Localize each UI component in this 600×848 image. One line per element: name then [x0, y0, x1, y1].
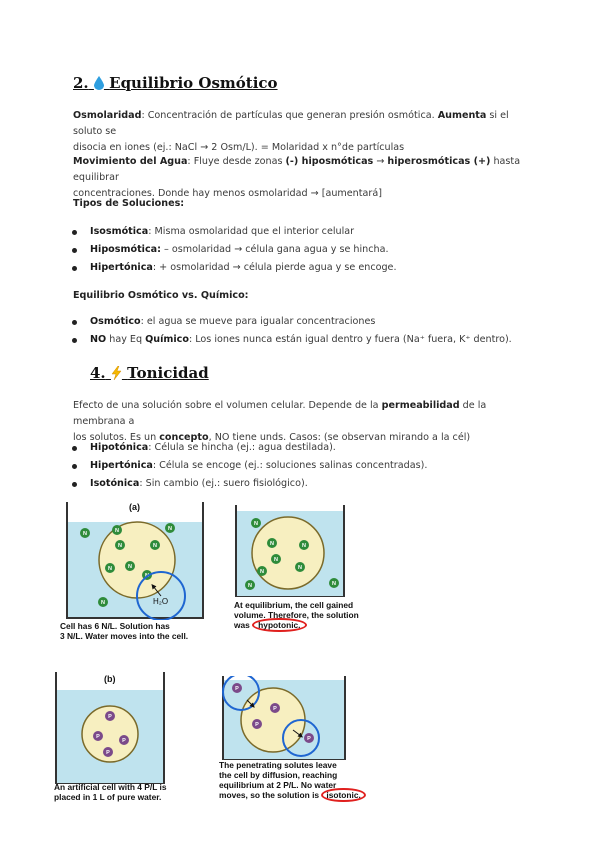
droplet-icon [94, 76, 104, 94]
item-text: : Sin cambio (ej.: suero fisiológico). [139, 478, 308, 489]
bullet [72, 446, 77, 451]
concepto-bold: concepto [159, 432, 209, 443]
movimiento-paragraph [73, 154, 533, 202]
item-term: Osmótico [90, 316, 141, 327]
hiperosmoticas-bold: hiperosmóticas (+) [387, 156, 491, 167]
solute-p [93, 731, 103, 741]
caption-line: At equilibrium, the cell gained [234, 600, 354, 610]
figure-penetrating-caption [219, 760, 366, 800]
item-text: : Los iones nunca están igual dentro y fuera (Na⁺ fuera, K⁺ dentro). [188, 334, 512, 345]
item-term: Isotónica [90, 478, 140, 489]
figure-a-label: (a) [129, 502, 140, 512]
figure-b-artificial-cell [50, 672, 170, 784]
hiposmoticas-bold: (-) hiposmóticas [285, 156, 374, 167]
hypotonic-highlight: hypotonic. [252, 618, 306, 632]
solute-n [98, 597, 108, 607]
tipos-heading: Tipos de Soluciones: [73, 198, 185, 209]
h2o-label: H₂O [153, 597, 169, 606]
solute-n [245, 580, 255, 590]
solute-n [80, 528, 90, 538]
cell-membrane [99, 522, 175, 598]
svg-text:N: N [101, 600, 105, 606]
svg-text:P: P [273, 706, 277, 712]
caption-pre: moves, so the solution is [219, 790, 322, 800]
solute-n [150, 540, 160, 550]
svg-text:P: P [255, 722, 259, 728]
caption-line: volume. Therefore, the solution [234, 610, 359, 620]
tipos-item-hipertonica [90, 262, 397, 273]
item-term: Isosmótica [90, 226, 149, 237]
bullet [72, 320, 77, 325]
permeabilidad-bold: permeabilidad [381, 400, 460, 411]
solute-n [165, 523, 175, 533]
svg-text:P: P [307, 736, 311, 742]
svg-text:N: N [83, 531, 87, 537]
bullet [72, 266, 77, 271]
movimiento-term: Movimiento del Agua [73, 156, 188, 167]
solute-n [251, 518, 261, 528]
solute-n [329, 578, 339, 588]
caption-line: the cell by diffusion, reaching [219, 770, 338, 780]
caption-line: 3 N/L. Water moves into the cell. [60, 631, 189, 641]
caption-line: placed in 1 L of pure water. [54, 792, 162, 802]
tonicidad-text-3: los solutos. Es un [73, 432, 160, 443]
tonicidad-text-4: , NO tiene unds. Casos: (se observan mirando a la cél) [208, 432, 471, 443]
solute-p [252, 719, 262, 729]
figure-b-label: (b) [104, 674, 116, 684]
isotonic-highlight: isotonic. [321, 788, 365, 802]
item-mid: hay Eq [106, 334, 146, 345]
figure-penetrating-solutes [215, 676, 355, 760]
tonicidad-item-hipotonica [90, 442, 336, 453]
svg-text:P: P [96, 734, 100, 740]
solute-p [119, 735, 129, 745]
tonicidad-item-isotonica [90, 478, 308, 489]
movimiento-line-2: concentraciones. Donde hay menos osmolaridad → [aumentará] [73, 188, 382, 199]
svg-text:N: N [118, 543, 122, 549]
figure-equilibrium-caption [234, 600, 359, 630]
svg-text:N: N [332, 581, 336, 587]
caption-line [219, 790, 366, 800]
tonicidad-text-2: de la membrana a [73, 400, 487, 427]
section-2-heading [73, 74, 278, 94]
equilibrio-item-quimico [90, 334, 512, 345]
item-text: : Célula se encoge (ej.: soluciones salinas concentradas). [152, 460, 428, 471]
item-text: : + osmolaridad → célula pierde agua y se encoge. [152, 262, 397, 273]
section-4-number: 4. [90, 364, 106, 382]
solute-p [105, 711, 115, 721]
solute-n [271, 554, 281, 564]
item-term: Hiposmótica: [90, 244, 161, 255]
svg-text:N: N [274, 557, 278, 563]
svg-text:N: N [298, 565, 302, 571]
svg-text:N: N [128, 564, 132, 570]
caption-pre: was [234, 620, 253, 630]
solute-p [103, 747, 113, 757]
osmolaridad-text: : Concentración de partículas que generan presión osmótica. [141, 110, 438, 121]
svg-text:N: N [302, 543, 306, 549]
caption-line [234, 620, 359, 630]
solute-n [267, 538, 277, 548]
solute-n [105, 563, 115, 573]
movimiento-text-2: hasta equilibrar [73, 156, 521, 183]
figure-a-caption [60, 621, 188, 641]
tipos-item-hiposmotica [90, 244, 389, 255]
tonicidad-item-hipertonica [90, 460, 427, 471]
svg-text:P: P [108, 714, 112, 720]
svg-text:N: N [168, 526, 172, 532]
section-4-title: Tonicidad [127, 364, 209, 382]
item-text: : Misma osmolaridad que el interior celular [148, 226, 355, 237]
bullet [72, 482, 77, 487]
item-term: Hipotónica [90, 442, 149, 453]
item-text: – osmolaridad → célula gana agua y se hincha. [160, 244, 389, 255]
osmolaridad-line-2: disocia en iones (ej.: NaCl → 2 Osm/L). = Molaridad x n°de partículas [73, 142, 405, 153]
equilibrio-heading: Equilibrio Osmótico vs. Químico: [73, 290, 249, 301]
caption-line: The penetrating solutes leave [219, 760, 337, 770]
section-2-title: Equilibrio Osmótico [109, 74, 278, 92]
figure-a-hypertonic-cell [55, 500, 215, 620]
solute-p [270, 703, 280, 713]
solute-n [125, 561, 135, 571]
svg-text:P: P [106, 750, 110, 756]
item-term: Hipertónica [90, 460, 153, 471]
tonicidad-text: Efecto de una solución sobre el volumen celular. Depende de la [73, 400, 382, 411]
item-term: Hipertónica [90, 262, 153, 273]
svg-text:N: N [145, 573, 149, 579]
solute-n [295, 562, 305, 572]
caption-line: equilibrium at 2 P/L. No water [219, 780, 337, 790]
lightning-icon [111, 366, 122, 384]
figure-b-caption [54, 782, 166, 802]
tonicidad-paragraph [73, 398, 533, 446]
osmolaridad-paragraph [73, 108, 533, 156]
svg-text:N: N [254, 521, 258, 527]
item-pre: NO [90, 334, 107, 345]
svg-text:P: P [122, 738, 126, 744]
svg-text:N: N [115, 528, 119, 534]
bullet [72, 464, 77, 469]
svg-text:P: P [235, 686, 239, 692]
bullet [72, 230, 77, 235]
osmolaridad-term: Osmolaridad [73, 110, 142, 121]
bullet [72, 338, 77, 343]
aumenta-bold: Aumenta [437, 110, 487, 121]
movimiento-text: : Fluye desde zonas [187, 156, 286, 167]
solute-n [115, 540, 125, 550]
osmolaridad-text-2: si el soluto se [73, 110, 509, 137]
bullet [72, 248, 77, 253]
equilibrio-item-osmotico [90, 316, 375, 327]
svg-text:N: N [248, 583, 252, 589]
figure-equilibrium-hypotonic [230, 505, 350, 597]
solute-n [112, 525, 122, 535]
tipos-item-isosmotica [90, 226, 354, 237]
solute-p [232, 683, 242, 693]
solute-n [257, 566, 267, 576]
caption-line: An artificial cell with 4 P/L is [54, 782, 167, 792]
solute-p [304, 733, 314, 743]
item-text: : Célula se hincha (ej.: agua destilada). [148, 442, 336, 453]
section-4-heading [90, 364, 209, 384]
caption-line: Cell has 6 N/L. Solution has [60, 621, 170, 631]
movimiento-arrow: → [373, 156, 388, 167]
svg-text:N: N [153, 543, 157, 549]
svg-text:N: N [108, 566, 112, 572]
cell-membrane [252, 517, 324, 589]
svg-text:N: N [260, 569, 264, 575]
section-2-number: 2. [73, 74, 89, 92]
item-term: Químico [145, 334, 189, 345]
solute-n [299, 540, 309, 550]
svg-text:N: N [270, 541, 274, 547]
item-text: : el agua se mueve para igualar concentraciones [140, 316, 376, 327]
